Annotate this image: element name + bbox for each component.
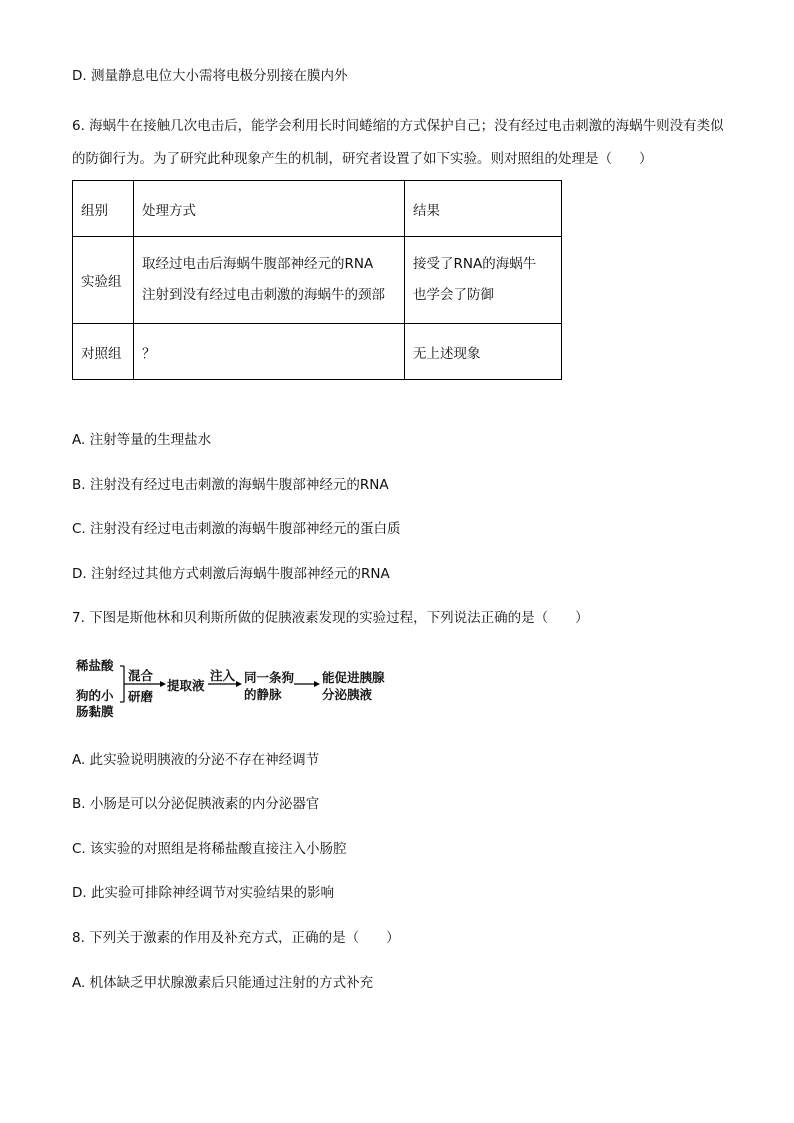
question-7-stem: 7. 下图是斯他林和贝利斯所做的促胰液素发现的实验过程，下列说法正确的是（ ） (72, 610, 589, 626)
table-row-experimental (73, 237, 562, 324)
header-group: 组别 (73, 181, 134, 237)
result-line-1: 接受了RNA的海蜗牛 (413, 256, 537, 272)
diagram-input-mucosa-l2: 肠黏膜 (76, 704, 114, 719)
diagram-step-inject: 注入 (210, 668, 236, 683)
cell-control-result: 无上述现象 (405, 324, 562, 380)
table-row-control (73, 324, 562, 380)
q6-option-c: C. 注射没有经过电击刺激的海蜗牛腹部神经元的蛋白质 (72, 521, 401, 537)
diagram-product: 提取液 (167, 678, 205, 693)
diagram-result-l1: 能促进胰腺 (322, 670, 385, 685)
diagram-input-acid: 稀盐酸 (76, 658, 114, 673)
q6-option-b: B. 注射没有经过电击刺激的海蜗牛腹部神经元的RNA (72, 477, 389, 493)
q7-option-d: D. 此实验可排除神经调节对实验结果的影响 (72, 885, 334, 901)
diagram-result-l2: 分泌胰液 (322, 687, 373, 702)
question-6-stem: 6. 海蜗牛在接触几次电击后，能学会利用长时间蜷缩的方式保护自己；没有经过电击刺激的海蜗牛则没有类似的防御行为。为了研究此种现象产生的机制，研究者设置了如下实验。则对照组的处理是（ ） (72, 118, 724, 167)
cell-experimental-group: 实验组 (73, 237, 134, 324)
question-8-stem: 8. 下列关于激素的作用及补充方式，正确的是（ ） (72, 930, 400, 946)
table-header-row (73, 181, 562, 237)
q6-option-a: A. 注射等量的生理盐水 (72, 432, 212, 448)
experiment-table (72, 180, 562, 380)
diagram-step-grind: 研磨 (128, 689, 154, 704)
diagram-input-mucosa-l1: 狗的小 (76, 688, 114, 703)
treatment-line-2: 注射到没有经过电击刺激的海蜗牛的颈部 (142, 287, 385, 303)
cell-control-treatment: ？ (134, 324, 405, 380)
result-line-2: 也学会了防御 (413, 287, 494, 303)
q8-option-a: A. 机体缺乏甲状腺激素后只能通过注射的方式补充 (72, 975, 374, 991)
secretin-experiment-diagram (72, 654, 402, 724)
cell-experimental-result (405, 237, 562, 324)
q5-option-d: D. 测量静息电位大小需将电极分别接在膜内外 (72, 68, 348, 84)
q7-option-c: C. 该实验的对照组是将稀盐酸直接注入小肠腔 (72, 841, 347, 857)
diagram-target-l1: 同一条狗 (244, 670, 295, 685)
header-result: 结果 (405, 181, 562, 237)
cell-control-group: 对照组 (73, 324, 134, 380)
q7-option-a: A. 此实验说明胰液的分泌不存在神经调节 (72, 752, 320, 768)
cell-experimental-treatment (134, 237, 405, 324)
q6-option-d: D. 注射经过其他方式刺激后海蜗牛腹部神经元的RNA (72, 566, 390, 582)
header-treatment: 处理方式 (134, 181, 405, 237)
diagram-target-l2: 的静脉 (244, 687, 282, 702)
treatment-line-1: 取经过电击后海蜗牛腹部神经元的RNA (142, 256, 374, 272)
q7-option-b: B. 小肠是可以分泌促胰液素的内分泌器官 (72, 796, 320, 812)
diagram-step-mix: 混合 (128, 668, 154, 683)
